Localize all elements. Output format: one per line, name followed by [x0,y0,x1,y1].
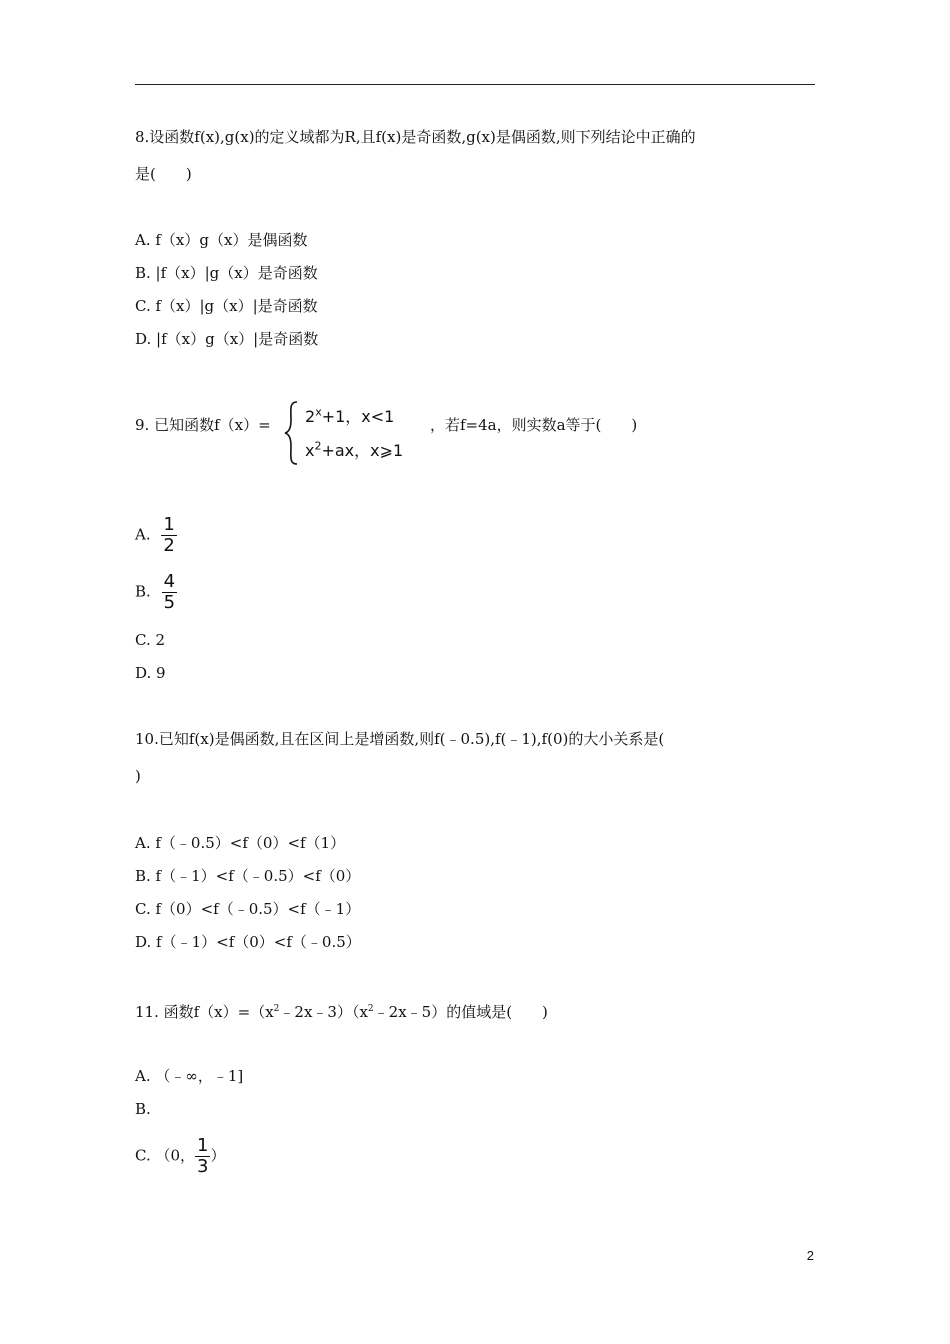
q9-stem-prefix: 9. 已知函数f（x）= [135,416,271,434]
q9-piece-2: $x^2+ax$，x⩾1 [305,439,404,460]
q9-option-b-fraction: $\frac{4}{5}$ [163,571,176,613]
q8-stem-line1: 8.设函数f(x),g(x)的定义域都为R,且f(x)是奇函数,g(x)是偶函数,则下列结论中正确的 [135,128,696,146]
q10-option-a: A. f（﹣0.5）<f（0）<f（1） [135,834,346,852]
q9-option-a: A. $\frac{1}{2}$ [135,514,175,556]
header-rule [135,84,815,85]
q11-option-b: B. [135,1100,151,1118]
q9-option-a-fraction: $\frac{1}{2}$ [163,514,175,556]
q8-stem-line2: 是( ) [135,165,192,183]
q10-stem-line1: 10.已知f(x)是偶函数,且在区间上是增函数,则f(﹣0.5),f(﹣1),f(0)的大小关系是( [135,730,665,748]
q11-stem: 11. 函数$f(x)=(x^2﹣2x﹣3)(x^2﹣2x﹣5)$的值域是( ) [135,1003,548,1021]
q8-option-b: B. |f（x）|g（x）是奇函数 [135,264,318,282]
q11-option-c: C. （0， $\frac{1}{3}$ ） [135,1135,226,1177]
q10-option-c: C. f（0）<f（﹣0.5）<f（﹣1） [135,900,361,918]
q9-option-b: B. $\frac{4}{5}$ [135,571,176,613]
q8-option-a: A. f（x）g（x）是偶函数 [135,231,308,249]
q11-option-c-fraction: $\frac{1}{3}$ [197,1135,209,1177]
q9-piecewise-function [283,400,413,466]
q9-option-d: D. 9 [135,664,166,682]
q10-option-d: D. f（﹣1）<f（0）<f（﹣0.5） [135,933,361,951]
q9-piece-1: $2^x+1$，x<1 [305,405,395,426]
q9-option-c: C. 2 [135,631,166,649]
q9-stem-suffix: ，若f=4a，则实数a等于( ) [430,416,638,434]
q10-stem-line2: ) [135,767,141,785]
q11-option-a: A. （﹣∞，﹣1] [135,1067,244,1085]
left-brace-icon [283,400,301,466]
q10-option-b: B. f（﹣1）<f（﹣0.5）<f（0） [135,867,361,885]
q8-option-d: D. |f（x）g（x）|是奇函数 [135,330,319,348]
page-number: 2 [806,1248,814,1263]
q8-option-c: C. f（x）|g（x）|是奇函数 [135,297,318,315]
